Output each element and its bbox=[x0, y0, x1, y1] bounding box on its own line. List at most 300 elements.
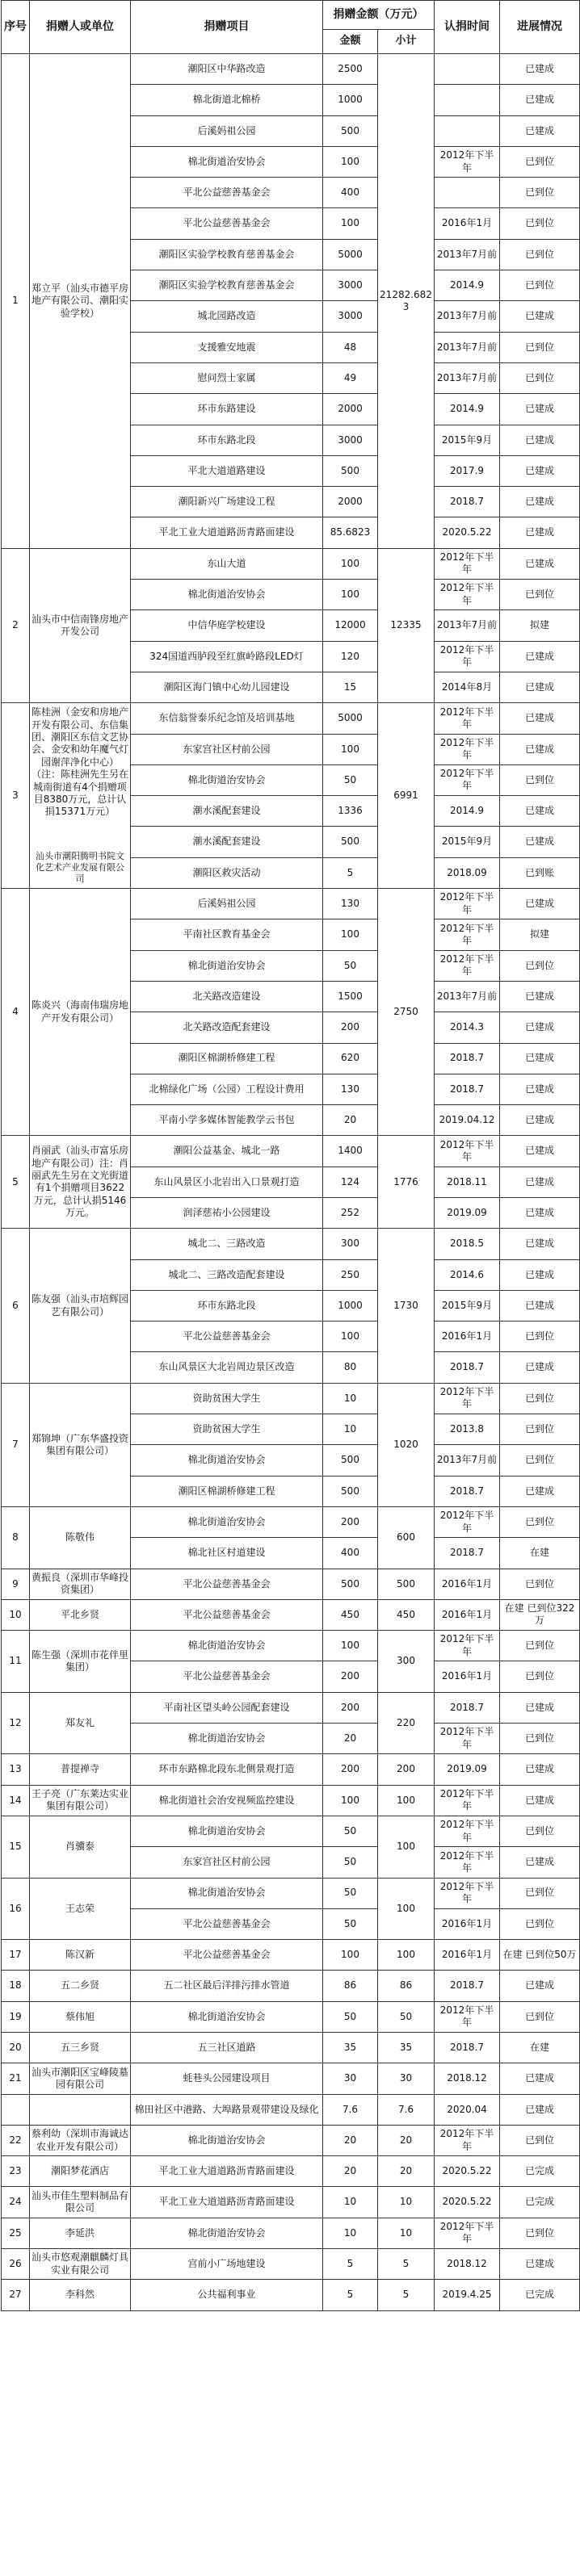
row-project: 城北二、三路改造 bbox=[131, 1229, 323, 1259]
row-amount: 10 bbox=[323, 2218, 378, 2248]
row-project: 棉北街道治安协会 bbox=[131, 580, 323, 610]
row-project: 棉北社区村道建设 bbox=[131, 1538, 323, 1569]
row-seq: 13 bbox=[2, 1754, 30, 1785]
row-time bbox=[435, 54, 500, 85]
row-project: 蚝巷头公园建设项目 bbox=[131, 2063, 323, 2094]
row-time: 2014.9 bbox=[435, 796, 500, 827]
row-status: 已建成 bbox=[500, 1105, 580, 1136]
row-status: 已建成 bbox=[500, 796, 580, 827]
row-time: 2019.09 bbox=[435, 1754, 500, 1785]
row-amount: 10 bbox=[323, 2187, 378, 2218]
row-project: 北关路改造建设 bbox=[131, 981, 323, 1012]
row-time bbox=[435, 85, 500, 115]
row-status: 已到位 bbox=[500, 1724, 580, 1754]
donor-name: 陈生强（深圳市花伴里集团） bbox=[32, 1648, 129, 1673]
row-donor bbox=[30, 1631, 131, 1693]
row-amount: 10 bbox=[323, 1414, 378, 1445]
row-time: 2012年下半年 bbox=[435, 734, 500, 764]
row-amount: 7.6 bbox=[323, 2094, 378, 2125]
donor-name: 普提禅寺 bbox=[60, 1763, 99, 1775]
row-time: 2020.5.22 bbox=[435, 517, 500, 548]
table-row bbox=[2, 54, 580, 85]
row-status: 拟建 bbox=[500, 919, 580, 950]
table-row bbox=[2, 2001, 580, 2032]
row-status: 已建成 bbox=[500, 1259, 580, 1290]
row-project: 平北公益慈善基金会 bbox=[131, 1599, 323, 1630]
row-subtotal: 7.6 bbox=[378, 2094, 435, 2125]
row-project: 平北公益慈善基金会 bbox=[131, 1940, 323, 1971]
donor-name: 肖丽武（汕头市富乐房地产有限公司）注：肖丽武先生另在文光街道有1个捐赠项目3622万元，总计认捐5146万元。 bbox=[32, 1145, 129, 1219]
donor-name: 陈炎兴（海南伟瑞房地产开发有限公司） bbox=[32, 999, 129, 1024]
table-row bbox=[2, 2218, 580, 2248]
table-row bbox=[2, 1569, 580, 1599]
row-seq: 20 bbox=[2, 2033, 30, 2063]
row-time: 2012年下半年 bbox=[435, 1847, 500, 1878]
row-project: 北棉绿化广场（公园）工程设计费用 bbox=[131, 1074, 323, 1104]
row-time: 2013年7月前 bbox=[435, 239, 500, 270]
row-subtotal: 100 bbox=[378, 1816, 435, 1878]
row-project: 支援雅安地震 bbox=[131, 332, 323, 362]
table-row bbox=[2, 1816, 580, 1846]
row-project: 潮阳区棉湖桥修建工程 bbox=[131, 1043, 323, 1074]
row-subtotal: 10 bbox=[378, 2187, 435, 2218]
donor-name: 汕头市中信南锋房地产开发公司 bbox=[32, 613, 129, 637]
row-donor bbox=[30, 1940, 131, 1971]
table-row bbox=[2, 889, 580, 919]
row-amount: 500 bbox=[323, 115, 378, 146]
row-amount: 100 bbox=[323, 734, 378, 764]
row-subtotal: 600 bbox=[378, 1506, 435, 1569]
row-time: 2013年7月前 bbox=[435, 362, 500, 393]
row-amount: 12000 bbox=[323, 610, 378, 641]
row-amount: 100 bbox=[323, 919, 378, 950]
row-amount: 20 bbox=[323, 2125, 378, 2155]
row-time: 2018.11 bbox=[435, 1167, 500, 1197]
row-project: 环市东路棉北段东北侧景观打造 bbox=[131, 1754, 323, 1785]
donor-name: 郑立平（汕头市德平房地产有限公司、潮阳实验学校） bbox=[32, 282, 129, 319]
row-subtotal: 220 bbox=[378, 1692, 435, 1754]
row-status: 已建成 bbox=[500, 641, 580, 672]
row-seq: 3 bbox=[2, 703, 30, 889]
row-amount: 80 bbox=[323, 1352, 378, 1383]
row-amount: 500 bbox=[323, 455, 378, 486]
row-time bbox=[435, 115, 500, 146]
row-project: 平北大道道路建设 bbox=[131, 455, 323, 486]
row-donor bbox=[30, 1599, 131, 1630]
row-subtotal: 30 bbox=[378, 2063, 435, 2094]
row-donor bbox=[30, 54, 131, 549]
row-seq: 21 bbox=[2, 2063, 30, 2094]
row-time: 2016年1月 bbox=[435, 1661, 500, 1692]
header-amount-item: 金额 bbox=[323, 30, 378, 54]
row-project: 平南社区教育基金会 bbox=[131, 919, 323, 950]
table-row bbox=[2, 548, 580, 579]
row-time: 2015年9月 bbox=[435, 827, 500, 857]
row-project: 平北公益慈善基金会 bbox=[131, 1908, 323, 1939]
row-time: 2018.12 bbox=[435, 2249, 500, 2280]
row-project: 棉北街道治安协会 bbox=[131, 146, 323, 177]
row-seq: 9 bbox=[2, 1569, 30, 1599]
donor-name: 汕头市悠观潮麒麟灯具实业有限公司 bbox=[32, 2251, 129, 2276]
row-time: 2016年1月 bbox=[435, 1940, 500, 1971]
row-status: 已到位 bbox=[500, 239, 580, 270]
row-project: 棉北街道治安协会 bbox=[131, 1816, 323, 1846]
row-status: 已到位 bbox=[500, 1322, 580, 1352]
row-project: 环市东路北段 bbox=[131, 1290, 323, 1321]
donor-name: 肖骥泰 bbox=[65, 1841, 95, 1853]
row-amount: 130 bbox=[323, 889, 378, 919]
row-status: 已完成 bbox=[500, 2156, 580, 2187]
row-time: 2012年下半年 bbox=[435, 919, 500, 950]
row-status: 已建成 bbox=[500, 1043, 580, 1074]
row-subtotal: 10 bbox=[378, 2218, 435, 2248]
row-status: 已建成 bbox=[500, 115, 580, 146]
donor-name: 陈汉新 bbox=[65, 1949, 95, 1961]
row-amount: 1336 bbox=[323, 796, 378, 827]
row-amount: 500 bbox=[323, 1445, 378, 1476]
table-row bbox=[2, 2156, 580, 2187]
row-status: 已建成 bbox=[500, 1012, 580, 1043]
row-amount: 20 bbox=[323, 2156, 378, 2187]
row-project: 潮阳区中华路改造 bbox=[131, 54, 323, 85]
row-project: 潮阳区实验学校教育慈善基金会 bbox=[131, 270, 323, 301]
donor-name: 黄振良（深圳市华峰投资集团） bbox=[32, 1571, 129, 1596]
row-project: 润泽慈祐小公园建设 bbox=[131, 1197, 323, 1228]
donor-name: 陈桂洲（金安和房地产开发有限公司、东信集团、潮阳区东信文艺协会、金安和幼年魔气灯园谢萍净化中心）（注：陈桂洲先生另在城南街道有4个捐赠项目8380万元，总计认捐15371万元） bbox=[32, 706, 129, 818]
row-subtotal: 100 bbox=[378, 1940, 435, 1971]
row-donor bbox=[30, 2156, 131, 2187]
row-time: 2012年下半年 bbox=[435, 548, 500, 579]
row-donor bbox=[30, 1136, 131, 1229]
row-seq: 14 bbox=[2, 1785, 30, 1816]
donor-name: 五二乡贤 bbox=[60, 1979, 99, 1992]
row-project: 棉北街道治安协会 bbox=[131, 1506, 323, 1537]
row-time: 2014.9 bbox=[435, 394, 500, 425]
table-row bbox=[2, 1506, 580, 1537]
row-project: 后溪妈祖公园 bbox=[131, 889, 323, 919]
row-seq: 26 bbox=[2, 2249, 30, 2280]
row-donor bbox=[30, 703, 131, 889]
row-time: 2012年下半年 bbox=[435, 764, 500, 795]
row-time: 2018.7 bbox=[435, 1043, 500, 1074]
row-donor bbox=[30, 1785, 131, 1816]
row-status: 已到位 bbox=[500, 1569, 580, 1599]
row-seq: 17 bbox=[2, 1940, 30, 1971]
row-seq: 18 bbox=[2, 1971, 30, 2001]
row-subtotal: 100 bbox=[378, 1878, 435, 1940]
row-seq: 12 bbox=[2, 1692, 30, 1754]
row-status: 已建成 bbox=[500, 2063, 580, 2094]
row-status: 已建成 bbox=[500, 301, 580, 332]
row-seq: 2 bbox=[2, 548, 30, 702]
table-row bbox=[2, 2063, 580, 2094]
row-donor bbox=[30, 1754, 131, 1785]
row-amount: 400 bbox=[323, 1538, 378, 1569]
row-time: 2013.8 bbox=[435, 1414, 500, 1445]
row-time: 2018.7 bbox=[435, 487, 500, 517]
row-status: 已建成 bbox=[500, 517, 580, 548]
row-project: 潮水溪配套建设 bbox=[131, 796, 323, 827]
row-project: 平北工业大道道路沥青路面建设 bbox=[131, 517, 323, 548]
row-project: 平北公益慈善基金会 bbox=[131, 208, 323, 239]
row-amount: 50 bbox=[323, 2001, 378, 2032]
row-amount: 200 bbox=[323, 1506, 378, 1537]
row-time: 2014.9 bbox=[435, 270, 500, 301]
row-project: 平北公益慈善基金会 bbox=[131, 1569, 323, 1599]
row-time: 2012年下半年 bbox=[435, 641, 500, 672]
row-seq: 4 bbox=[2, 889, 30, 1136]
row-seq: 1 bbox=[2, 54, 30, 549]
row-project: 北关路改造配套建设 bbox=[131, 1012, 323, 1043]
donor-name: 李延洪 bbox=[65, 2226, 95, 2239]
table-row bbox=[2, 2033, 580, 2063]
row-subtotal: 1776 bbox=[378, 1136, 435, 1229]
row-donor bbox=[30, 2187, 131, 2218]
row-donor bbox=[30, 1569, 131, 1599]
table-row bbox=[2, 1754, 580, 1785]
row-time: 2012年下半年 bbox=[435, 2218, 500, 2248]
row-status: 已到位 bbox=[500, 1445, 580, 1476]
row-status: 已建成 bbox=[500, 425, 580, 455]
row-status: 已到位 bbox=[500, 178, 580, 208]
header-seq: 序号 bbox=[2, 1, 30, 54]
row-project: 棉北街道治安协会 bbox=[131, 2001, 323, 2032]
table-row bbox=[2, 1383, 580, 1414]
row-amount: 3000 bbox=[323, 270, 378, 301]
row-subtotal: 5 bbox=[378, 2249, 435, 2280]
row-time: 2020.5.22 bbox=[435, 2187, 500, 2218]
row-seq: 8 bbox=[2, 1506, 30, 1569]
row-project: 潮阳新兴广场建设工程 bbox=[131, 487, 323, 517]
row-project: 潮阳区海门镇中心幼儿园建设 bbox=[131, 672, 323, 702]
row-status: 已建成 bbox=[500, 394, 580, 425]
row-time: 2013年7月前 bbox=[435, 981, 500, 1012]
row-donor bbox=[30, 2001, 131, 2032]
table-row bbox=[2, 2280, 580, 2310]
row-project: 棉北街道治安协会 bbox=[131, 1631, 323, 1661]
row-status: 已到位 bbox=[500, 2125, 580, 2155]
row-donor bbox=[30, 2218, 131, 2248]
row-donor bbox=[30, 1506, 131, 1569]
row-status: 已建成 bbox=[500, 2094, 580, 2125]
row-donor bbox=[30, 2280, 131, 2310]
donor-name: 陈敬伟 bbox=[65, 1531, 95, 1544]
donor-name: 潮阳梦花酒店 bbox=[50, 2165, 109, 2177]
row-amount: 20 bbox=[323, 1724, 378, 1754]
row-amount: 20 bbox=[323, 1105, 378, 1136]
row-project: 潮阳区实验学校教育慈善基金会 bbox=[131, 239, 323, 270]
row-time: 2018.7 bbox=[435, 2033, 500, 2063]
row-amount: 1400 bbox=[323, 1136, 378, 1167]
row-status: 已建成 bbox=[500, 1754, 580, 1785]
row-status: 已到位 bbox=[500, 1878, 580, 1908]
row-amount: 500 bbox=[323, 827, 378, 857]
row-amount: 100 bbox=[323, 580, 378, 610]
row-project: 后溪妈祖公园 bbox=[131, 115, 323, 146]
row-amount: 120 bbox=[323, 641, 378, 672]
row-status: 在建 已到位50万 bbox=[500, 1940, 580, 1971]
donor-name: 王子亮（广东莱达实业集团有限公司） bbox=[32, 1787, 129, 1812]
row-donor bbox=[30, 1229, 131, 1383]
header-status: 进展情况 bbox=[500, 1, 580, 54]
row-amount: 500 bbox=[323, 1569, 378, 1599]
row-amount: 50 bbox=[323, 1878, 378, 1908]
row-project: 棉北街道治安协会 bbox=[131, 2125, 323, 2155]
row-subtotal: 50 bbox=[378, 2001, 435, 2032]
header-donor: 捐赠人或单位 bbox=[30, 1, 131, 54]
table-row bbox=[2, 1229, 580, 1259]
row-project: 潮阳区棉湖桥修建工程 bbox=[131, 1476, 323, 1506]
row-time: 2013年7月前 bbox=[435, 301, 500, 332]
row-project: 东家宫社区村前公园 bbox=[131, 1847, 323, 1878]
row-amount: 252 bbox=[323, 1197, 378, 1228]
row-time: 2014.3 bbox=[435, 1012, 500, 1043]
row-amount: 2500 bbox=[323, 54, 378, 85]
row-status: 在建 bbox=[500, 2033, 580, 2063]
row-time: 2018.5 bbox=[435, 1229, 500, 1259]
row-amount: 3000 bbox=[323, 425, 378, 455]
row-subtotal: 35 bbox=[378, 2033, 435, 2063]
row-time: 2012年下半年 bbox=[435, 1816, 500, 1846]
row-amount: 200 bbox=[323, 1661, 378, 1692]
row-time bbox=[435, 178, 500, 208]
donor-name: 陈友强（汕头市培辉园艺有限公司） bbox=[32, 1293, 129, 1317]
row-subtotal: 6991 bbox=[378, 703, 435, 889]
row-status: 已到位 bbox=[500, 1383, 580, 1414]
row-seq: 10 bbox=[2, 1599, 30, 1630]
row-project: 慰问烈士家属 bbox=[131, 362, 323, 393]
row-amount: 400 bbox=[323, 178, 378, 208]
row-time: 2013年7月前 bbox=[435, 610, 500, 641]
row-project: 潮水溪配套建设 bbox=[131, 827, 323, 857]
table-row bbox=[2, 2187, 580, 2218]
row-amount: 100 bbox=[323, 208, 378, 239]
row-project: 东山风景区大北岩周边景区改造 bbox=[131, 1352, 323, 1383]
row-status: 已到位 bbox=[500, 2218, 580, 2248]
row-project: 棉田社区中港路、大埠路景观带建设及绿化 bbox=[131, 2094, 323, 2125]
header-time: 认捐时间 bbox=[435, 1, 500, 54]
row-subtotal: 21282.6823 bbox=[378, 54, 435, 549]
row-amount: 2000 bbox=[323, 487, 378, 517]
row-amount: 200 bbox=[323, 1692, 378, 1723]
row-amount: 86 bbox=[323, 1971, 378, 2001]
row-amount: 50 bbox=[323, 764, 378, 795]
row-amount: 100 bbox=[323, 1322, 378, 1352]
row-amount: 50 bbox=[323, 1847, 378, 1878]
row-status: 已建成 bbox=[500, 1136, 580, 1167]
row-project: 潮阳公益基金、城北一路 bbox=[131, 1136, 323, 1167]
row-subtotal: 20 bbox=[378, 2125, 435, 2155]
row-subtotal: 100 bbox=[378, 1785, 435, 1816]
row-status: 已建成 bbox=[500, 1229, 580, 1259]
row-subtotal: 500 bbox=[378, 1569, 435, 1599]
row-seq: 6 bbox=[2, 1229, 30, 1383]
row-time: 2018.7 bbox=[435, 1352, 500, 1383]
row-amount: 5 bbox=[323, 2280, 378, 2310]
table-row bbox=[2, 1631, 580, 1661]
row-time: 2018.12 bbox=[435, 2063, 500, 2094]
row-time: 2012年下半年 bbox=[435, 1724, 500, 1754]
row-project: 平北公益慈善基金会 bbox=[131, 178, 323, 208]
row-status: 已建成 bbox=[500, 1476, 580, 1506]
row-seq: 24 bbox=[2, 2187, 30, 2218]
row-status: 已到位 bbox=[500, 332, 580, 362]
row-time: 2018.7 bbox=[435, 1971, 500, 2001]
row-seq: 5 bbox=[2, 1136, 30, 1229]
row-project: 城北园路改造 bbox=[131, 301, 323, 332]
table-row bbox=[2, 2249, 580, 2280]
row-donor bbox=[30, 1816, 131, 1878]
row-amount: 124 bbox=[323, 1167, 378, 1197]
row-donor bbox=[30, 1692, 131, 1754]
row-time: 2019.4.25 bbox=[435, 2280, 500, 2310]
row-status: 已建成 bbox=[500, 548, 580, 579]
row-status: 已建成 bbox=[500, 672, 580, 702]
row-status: 已建成 bbox=[500, 1197, 580, 1228]
row-amount: 1000 bbox=[323, 1290, 378, 1321]
row-status: 已到位 bbox=[500, 1661, 580, 1692]
row-project: 中信华庭学校建设 bbox=[131, 610, 323, 641]
row-time: 2013年7月前 bbox=[435, 1445, 500, 1476]
row-amount: 1000 bbox=[323, 85, 378, 115]
row-status: 已建成 bbox=[500, 889, 580, 919]
table-row bbox=[2, 1878, 580, 1908]
row-project: 平北工业大道道路沥青路面建设 bbox=[131, 2156, 323, 2187]
row-seq: 25 bbox=[2, 2218, 30, 2248]
donor-name: 汕头市潮阳区宝峰陵墓园有限公司 bbox=[32, 2066, 129, 2090]
row-time: 2015年9月 bbox=[435, 1290, 500, 1321]
row-status: 已到位 bbox=[500, 950, 580, 981]
row-donor bbox=[30, 2094, 131, 2125]
row-status: 已到位 bbox=[500, 580, 580, 610]
row-project: 棉北街道治安协会 bbox=[131, 2218, 323, 2248]
row-amount: 3000 bbox=[323, 301, 378, 332]
row-time: 2012年下半年 bbox=[435, 1785, 500, 1816]
row-status: 在建 已到位322万 bbox=[500, 1599, 580, 1630]
row-project: 公共福利事业 bbox=[131, 2280, 323, 2310]
row-subtotal: 1020 bbox=[378, 1383, 435, 1506]
row-time: 2012年下半年 bbox=[435, 2125, 500, 2155]
row-project: 潮阳区救灾活动 bbox=[131, 857, 323, 888]
row-status: 已完成 bbox=[500, 2280, 580, 2310]
row-status: 已完成 bbox=[500, 2187, 580, 2218]
row-status: 已建成 bbox=[500, 827, 580, 857]
row-project: 棉北街道治安协会 bbox=[131, 950, 323, 981]
row-time: 2012年下半年 bbox=[435, 2001, 500, 2032]
donor-name: 李科然 bbox=[65, 2289, 95, 2301]
row-status: 已到位 bbox=[500, 764, 580, 795]
row-subtotal: 12335 bbox=[378, 548, 435, 702]
row-status: 已到位 bbox=[500, 146, 580, 177]
row-status: 已建成 bbox=[500, 455, 580, 486]
row-donor bbox=[30, 2249, 131, 2280]
row-subtotal: 1730 bbox=[378, 1229, 435, 1383]
row-time: 2016年1月 bbox=[435, 1908, 500, 1939]
row-subtotal: 450 bbox=[378, 1599, 435, 1630]
row-project: 五二社区最后洋排污排水管道 bbox=[131, 1971, 323, 2001]
row-time: 2018.7 bbox=[435, 1692, 500, 1723]
row-amount: 130 bbox=[323, 1074, 378, 1104]
row-seq: 16 bbox=[2, 1878, 30, 1940]
table-row bbox=[2, 1136, 580, 1167]
row-status: 已到位 bbox=[500, 208, 580, 239]
row-time: 2016年1月 bbox=[435, 1322, 500, 1352]
row-seq: 19 bbox=[2, 2001, 30, 2032]
row-amount: 100 bbox=[323, 548, 378, 579]
row-amount: 100 bbox=[323, 1631, 378, 1661]
header-project: 捐赠项目 bbox=[131, 1, 323, 54]
row-time: 2012年下半年 bbox=[435, 889, 500, 919]
